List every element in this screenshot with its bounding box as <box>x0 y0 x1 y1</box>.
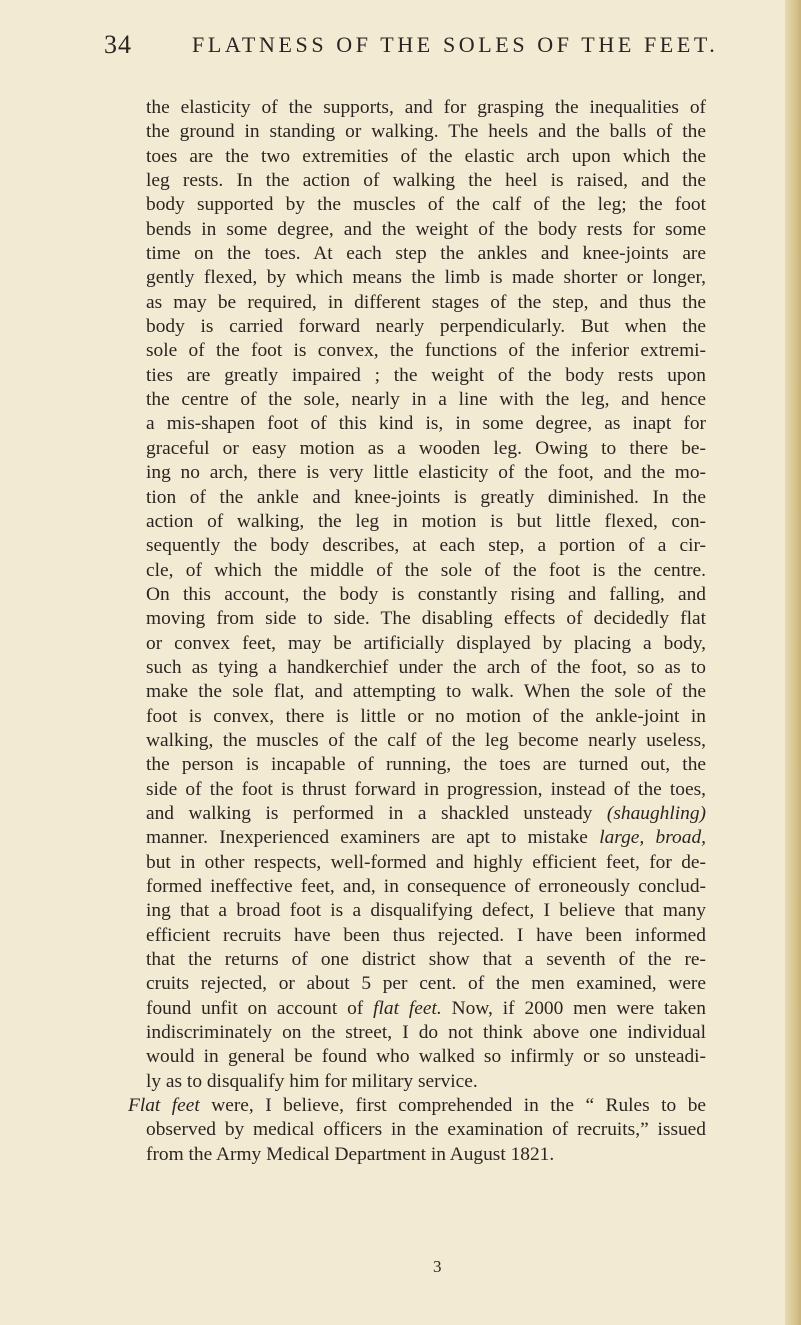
text-line: would in general be found who walked so infirmly or so unsteadi- <box>146 1046 706 1068</box>
text-line: from the Army Medical Department in August 1821. <box>146 1143 555 1165</box>
text-line: cruits rejected, or about 5 per cent. of the men examined, were <box>146 973 706 995</box>
text-line: found unfit on account of flat feet. Now, if 2000 men were taken <box>146 997 706 1019</box>
text-line: side of the foot is thrust forward in progression, instead of the toes, <box>146 778 706 800</box>
text-line: that the returns of one district show that a seventh of the re- <box>146 949 706 971</box>
text-line: gently flexed, by which means the limb is made shorter or longer, <box>146 267 706 289</box>
text-line: cle, of which the middle of the sole of the foot is the centre. <box>146 559 706 581</box>
text-line: as may be required, in different stages of the step, and thus the <box>146 291 706 313</box>
text-line: and walking is performed in a shackled unsteady (shaughling) <box>146 802 706 824</box>
body-text <box>128 96 706 1167</box>
text-line: On this account, the body is constantly rising and falling, and <box>146 583 706 605</box>
text-line: make the sole flat, and attempting to walk. When the sole of the <box>146 681 706 703</box>
text-line: foot is convex, there is little or no motion of the ankle-joint in <box>146 705 706 727</box>
text-line: ly as to disqualify him for military service. <box>146 1070 478 1092</box>
page-header <box>104 30 724 66</box>
text-line: but in other respects, well-formed and highly efficient feet, for de- <box>146 851 706 873</box>
text-line: indiscriminately on the street, I do not think above one individual <box>146 1022 706 1044</box>
text-line: walking, the muscles of the calf of the leg become nearly useless, <box>146 729 706 751</box>
text-line: the elasticity of the supports, and for grasping the inequalities of <box>146 97 706 118</box>
italic-phrase: large, broad, <box>599 827 706 849</box>
text-line: sole of the foot is convex, the functions of the inferior extremi- <box>146 340 706 362</box>
text-line: sequently the body describes, at each step, a portion of a cir- <box>146 535 706 557</box>
text-line: Flat feet were, I believe, first comprehended in the “ Rules to be <box>128 1095 706 1117</box>
italic-phrase: (shaughling) <box>606 802 706 824</box>
text-line: the ground in standing or walking. The heels and the balls of the <box>146 121 706 143</box>
text-line: such as tying a handkerchief under the arch of the foot, so as to <box>146 656 706 678</box>
text-line: the person is incapable of running, the toes are turned out, the <box>146 754 706 776</box>
text-line: leg rests. In the action of walking the heel is raised, and the <box>146 170 706 192</box>
text-line: body is carried forward nearly perpendicularly. But when the <box>146 316 706 338</box>
text-line: body supported by the muscles of the calf of the leg; the foot <box>146 194 706 216</box>
text-line: tion of the ankle and knee-joints is greatly diminished. In the <box>146 486 706 508</box>
text-line: manner. Inexperienced examiners are apt to mistake large, broad, <box>146 827 706 849</box>
text-line: bends in some degree, and the weight of the body rests for some <box>146 218 706 240</box>
text-line: graceful or easy motion as a wooden leg. Owing to there be- <box>146 437 706 459</box>
text-line: toes are the two extremities of the elastic arch upon which the <box>146 145 706 167</box>
text-line: a mis-shapen foot of this kind is, in some degree, as inapt for <box>146 413 706 435</box>
running-title: FLATNESS OF THE SOLES OF THE FEET. <box>192 32 719 57</box>
text-line: or convex feet, may be artificially displayed by placing a body, <box>146 632 706 654</box>
text-line: the centre of the sole, nearly in a line with the leg, and hence <box>146 389 706 411</box>
text-line: ing no arch, there is very little elasticity of the foot, and the mo- <box>146 462 706 484</box>
text-line: time on the toes. At each step the ankles and knee-joints are <box>146 243 706 265</box>
italic-phrase: flat feet. <box>373 997 442 1019</box>
text-line: ties are greatly impaired ; the weight of the body rests upon <box>146 364 706 386</box>
signature-mark: 3 <box>433 1257 442 1276</box>
text-line: action of walking, the leg in motion is but little flexed, con- <box>146 510 706 532</box>
text-line: ing that a broad foot is a disqualifying defect, I believe that many <box>146 900 706 922</box>
text-line: observed by medical officers in the examination of recruits,” issued <box>146 1119 706 1141</box>
page-edge-shadow <box>785 0 801 1325</box>
page-number: 34 <box>104 30 132 59</box>
italic-phrase: Flat feet <box>128 1095 200 1117</box>
text-line: efficient recruits have been thus rejected. I have been informed <box>146 924 706 946</box>
text-line: formed ineffective feet, and, in consequence of erroneously conclud- <box>146 876 706 897</box>
text-line: moving from side to side. The disabling effects of decidedly flat <box>146 608 706 630</box>
